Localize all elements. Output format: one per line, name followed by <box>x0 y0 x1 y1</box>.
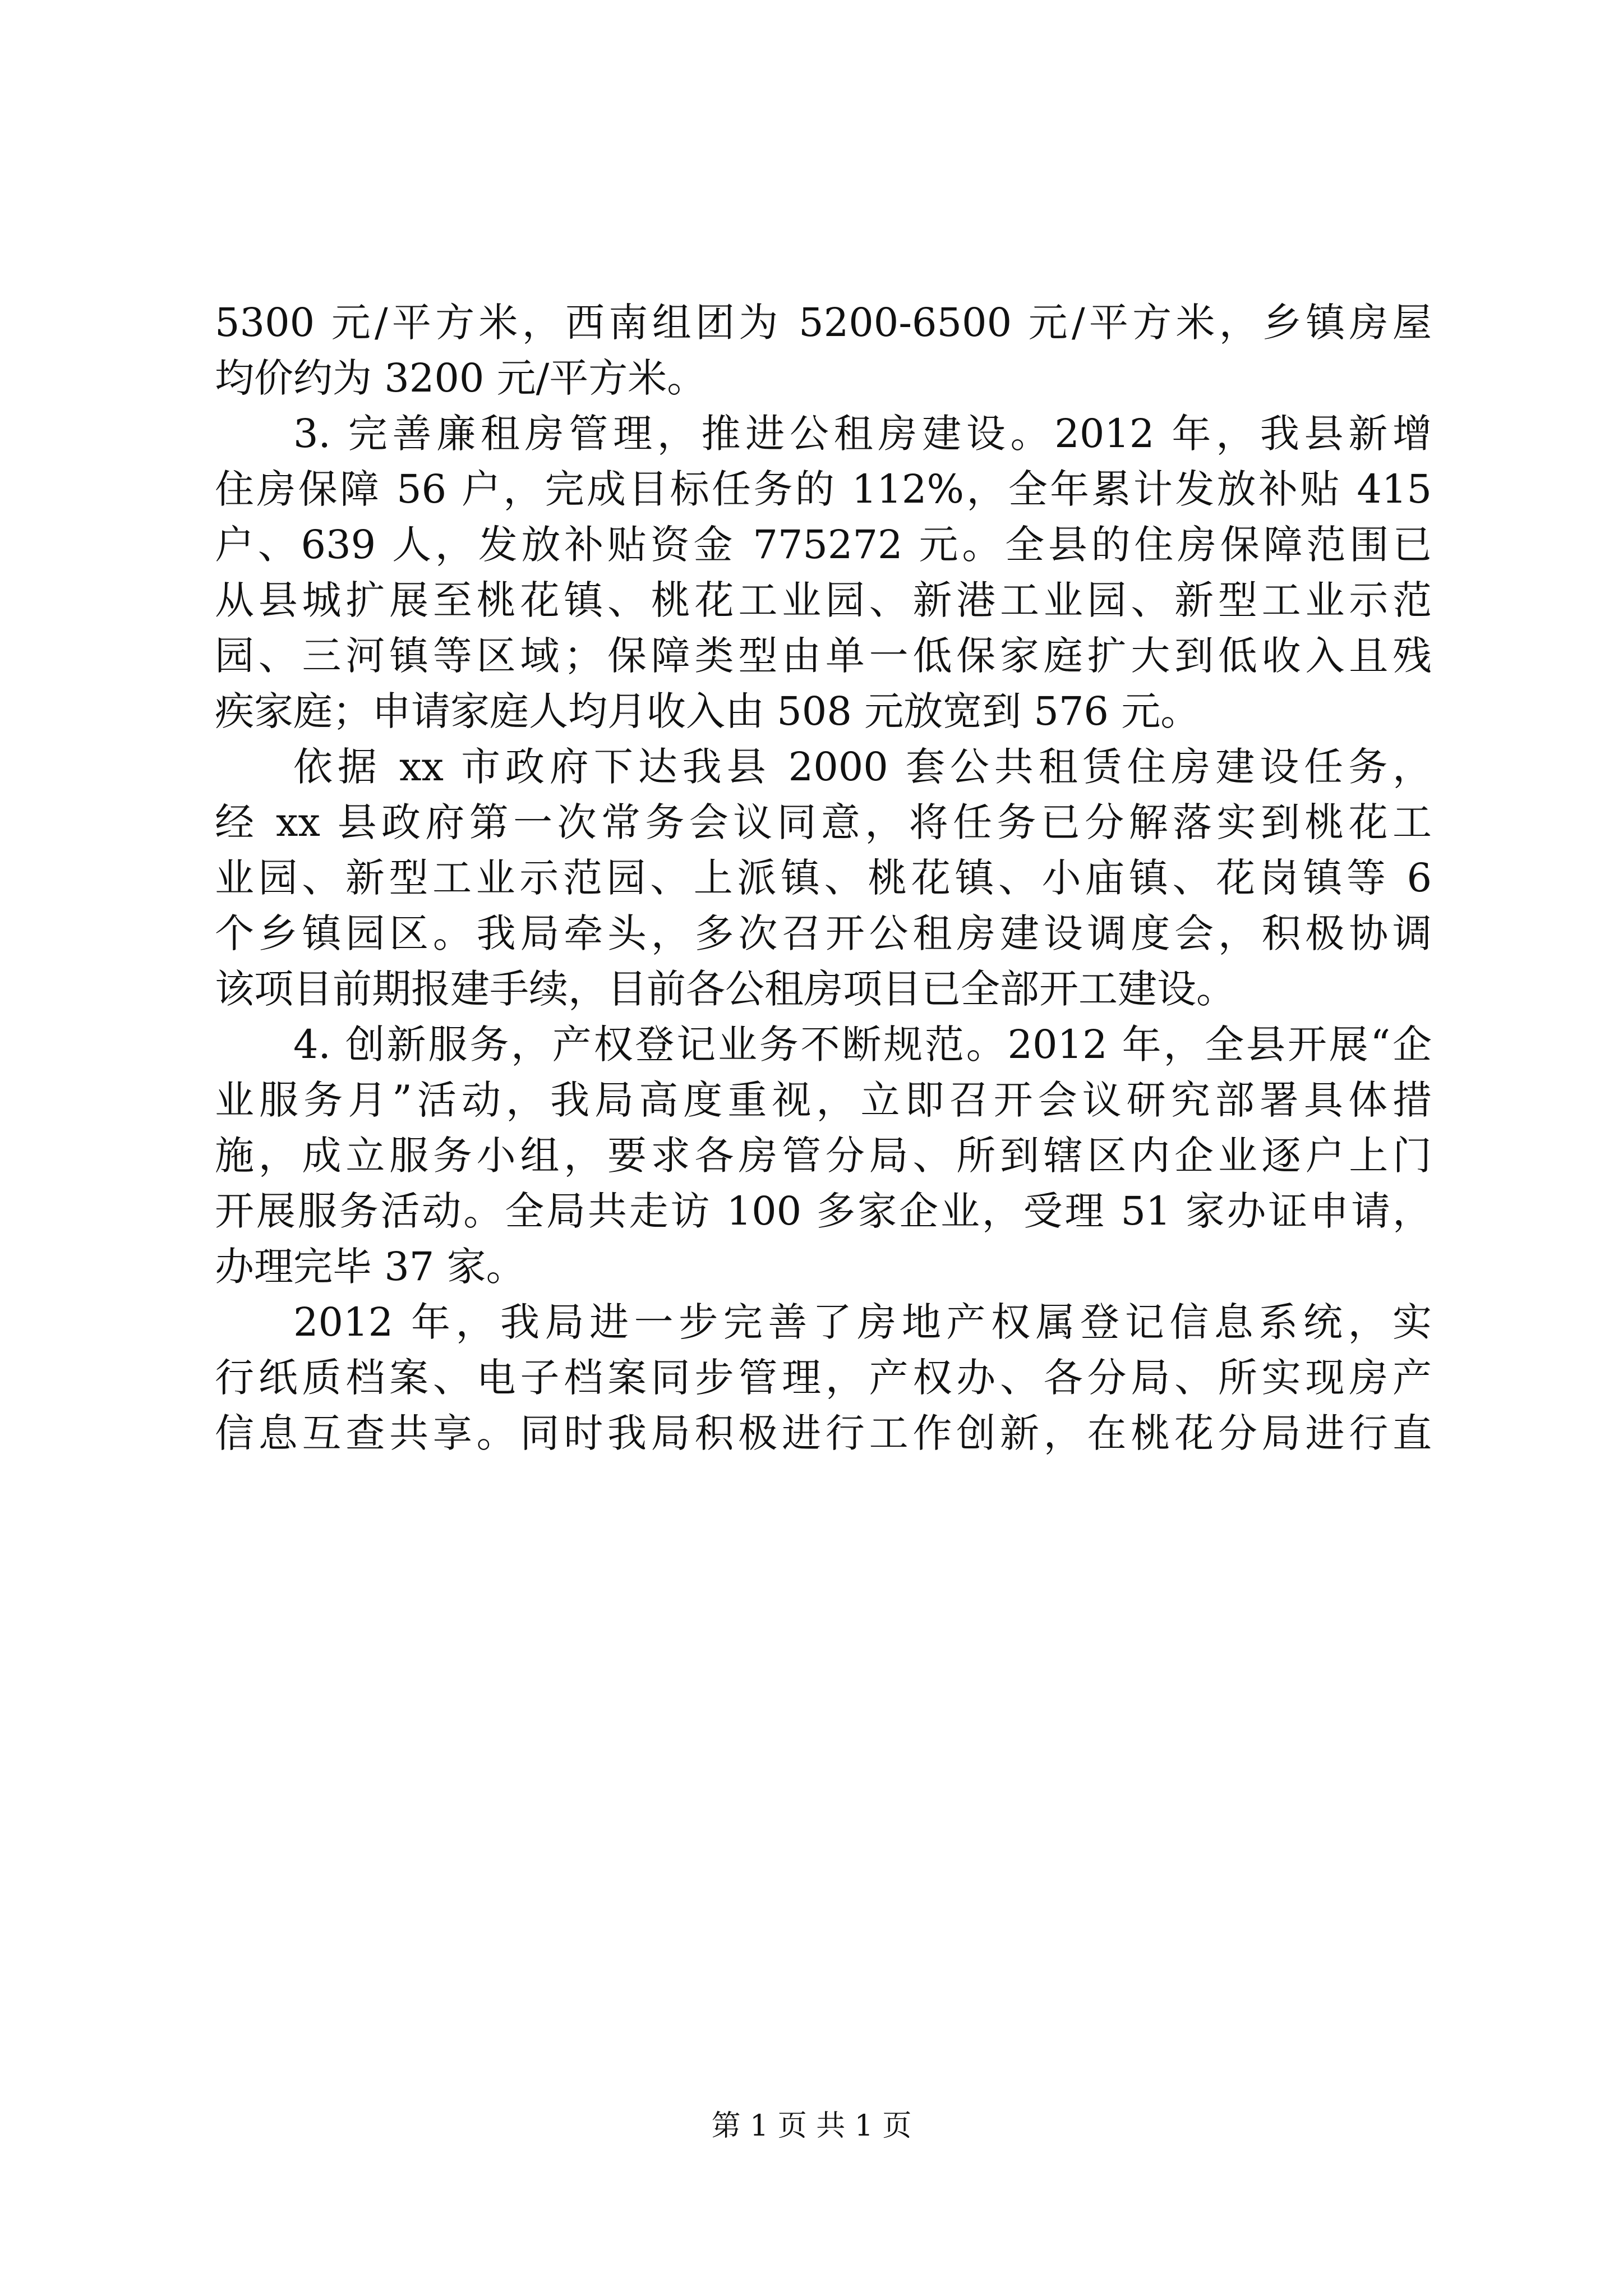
text-line: 业园、新型工业示范园、上派镇、桃花镇、小庙镇、花岗镇等 6 <box>215 855 1432 901</box>
text-line: 办理完毕 37 家。 <box>215 1244 525 1290</box>
text-line: 住房保障 56 户，完成目标任务的 112%，全年累计发放补贴 415 <box>215 466 1432 512</box>
text-line: 业服务月”活动，我局高度重视，立即召开会议研究部署具体措 <box>215 1077 1432 1123</box>
text-line: 开展服务活动。全局共走访 100 多家企业，受理 51 家办证申请， <box>215 1188 1432 1234</box>
text-line: 园、三河镇等区域；保障类型由单一低保家庭扩大到低收入且残 <box>215 633 1432 679</box>
text-line: 施，成立服务小组，要求各房管分局、所到辖区内企业逐户上门 <box>215 1133 1432 1179</box>
paragraph-start-line: 3. 完善廉租房管理，推进公租房建设。2012 年，我县新增 <box>293 411 1432 457</box>
text-line: 均价约为 3200 元/平方米。 <box>215 355 707 401</box>
paragraph-start-line: 4. 创新服务，产权登记业务不断规范。2012 年，全县开展“企 <box>293 1022 1432 1068</box>
document-body <box>215 295 1432 1461</box>
text-line: 户、639 人，发放补贴资金 775272 元。全县的住房保障范围已 <box>215 522 1432 568</box>
text-line: 行纸质档案、电子档案同步管理，产权办、各分局、所实现房产 <box>215 1355 1432 1401</box>
text-line: 5300 元/平方米，西南组团为 5200-6500 元/平方米，乡镇房屋 <box>215 300 1432 346</box>
page-footer: 第 1 页 共 1 页 <box>711 2109 912 2143</box>
text-line: 信息互查共享。同时我局积极进行工作创新，在桃花分局进行直 <box>215 1410 1432 1456</box>
paragraph-start-line: 依据 xx 市政府下达我县 2000 套公共租赁住房建设任务， <box>293 744 1432 790</box>
text-line: 该项目前期报建手续，目前各公租房项目已全部开工建设。 <box>215 966 1235 1012</box>
text-line: 从县城扩展至桃花镇、桃花工业园、新港工业园、新型工业示范 <box>215 577 1432 623</box>
text-line: 经 xx 县政府第一次常务会议同意，将任务已分解落实到桃花工 <box>215 799 1432 845</box>
text-line: 个乡镇园区。我局牵头，多次召开公租房建设调度会，积极协调 <box>215 910 1432 956</box>
paragraph-start-line: 2012 年，我局进一步完善了房地产权属登记信息系统，实 <box>293 1299 1432 1345</box>
text-line: 疾家庭；申请家庭人均月收入由 508 元放宽到 576 元。 <box>215 688 1200 734</box>
